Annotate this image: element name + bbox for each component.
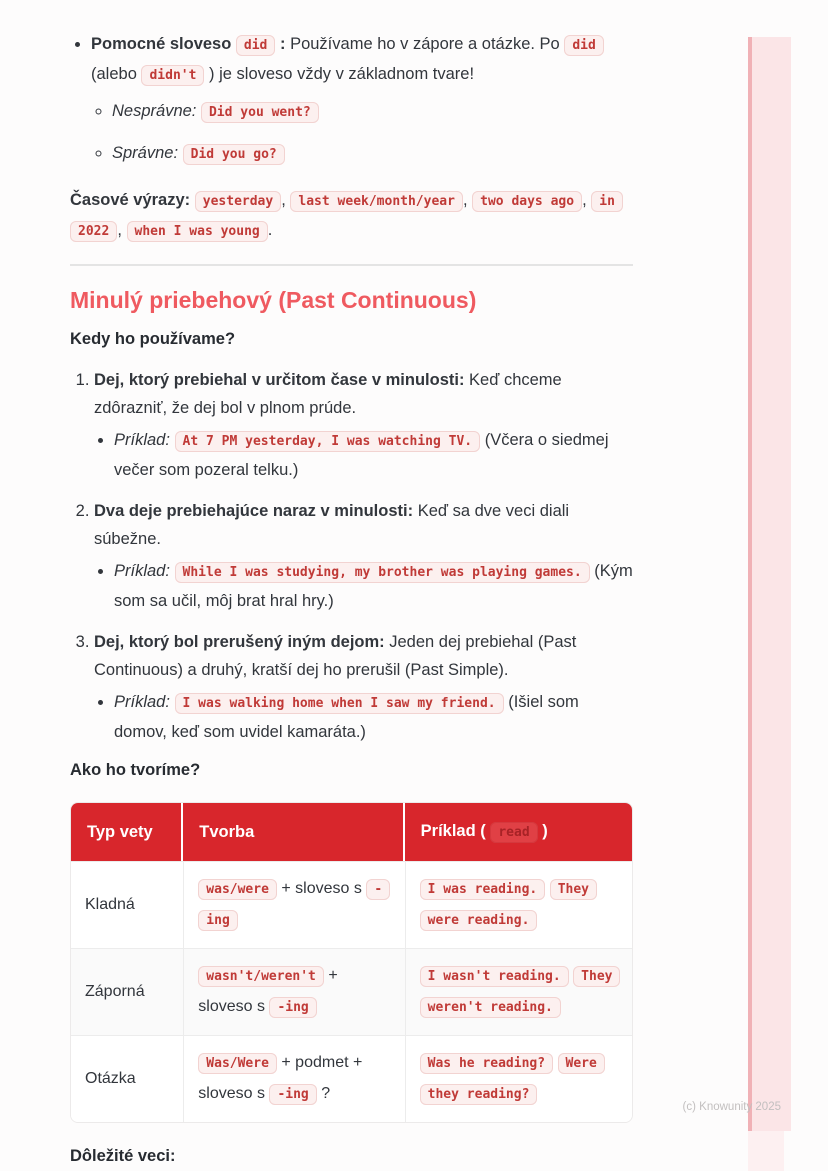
cell-example: [405, 861, 632, 948]
aux-verb-sublist: [91, 96, 633, 170]
code-chip-right: Did you go?: [183, 144, 285, 165]
form-text: + sloveso s: [281, 880, 362, 897]
pink-highlight-stripe: [748, 37, 791, 1131]
header-cell-type: Typ vety: [71, 803, 183, 861]
code-chip-example-b: They weren't reading.: [420, 966, 621, 1018]
table-row-negative: [71, 948, 632, 1035]
code-chip-example-a: I was reading.: [420, 879, 546, 900]
cell-form: [183, 861, 404, 948]
code-chip-ing: -ing: [269, 997, 316, 1018]
header-example-suffix: ): [542, 822, 548, 840]
header-cell-example: [405, 803, 632, 861]
code-chip-read: read: [490, 822, 537, 843]
cell-example: [405, 1035, 632, 1122]
example-translation: (Včera o siedmej večer som pozeral telku.): [114, 431, 609, 479]
code-chip-example-b: They were reading.: [420, 879, 597, 931]
code-chip-did: did: [236, 35, 275, 56]
form-text: + sloveso s: [198, 967, 338, 1015]
aux-verb-item: [91, 30, 633, 170]
cell-form: [183, 1035, 404, 1122]
right-example-item: [112, 138, 633, 170]
aux-verb-text: Používame ho v zápore a otázke. Po: [290, 35, 560, 53]
separator: ,: [462, 191, 468, 209]
example-item: [114, 426, 633, 485]
cell-form: [183, 948, 404, 1035]
code-chip-example-2: While I was studying, my brother was playing games.: [175, 562, 590, 583]
cell-type: Otázka: [71, 1035, 183, 1122]
code-chip-yesterday: yesterday: [195, 191, 281, 212]
cell-type: Záporná: [71, 948, 183, 1035]
formation-table-wrapper: [70, 802, 633, 1123]
separator: .: [267, 221, 273, 239]
usage-item-3: [94, 628, 633, 747]
usage-item-3-bold: Dej, ktorý bol prerušený iným dejom:: [94, 633, 385, 651]
code-chip-didnt: didn't: [141, 65, 204, 86]
usage-item-3-examples: [94, 688, 633, 747]
separator: ,: [117, 221, 122, 239]
time-expressions: [70, 186, 633, 246]
usage-item-1-text: Keď chceme zdôrazniť, že dej bol v plnom prúde.: [94, 371, 562, 417]
usage-item-2-bold: Dva deje prebiehajúce naraz v minulosti:: [94, 502, 414, 520]
watermark: (c) Knowunity 2025: [682, 1101, 781, 1113]
code-chip-ing: -ing: [269, 1084, 316, 1105]
example-label: Príklad:: [114, 562, 170, 580]
usage-item-3-text: Jeden dej prebiehal (Past Continuous) a druhý, kratší dej ho prerušil (Past Simple).: [94, 633, 577, 679]
wrong-example-item: [112, 96, 633, 128]
document-content: [70, 30, 633, 1166]
time-expressions-label: Časové výrazy:: [70, 191, 191, 209]
usage-item-2-text: Keď sa dve veci diali súbežne.: [94, 502, 570, 548]
code-chip-example-a: I wasn't reading.: [420, 966, 569, 987]
code-chip-example-b: Were they reading?: [420, 1053, 605, 1105]
example-item: [114, 688, 633, 747]
code-chip-did-2: did: [564, 35, 603, 56]
table-header: [71, 803, 632, 861]
usage-item-1-examples: [94, 426, 633, 485]
example-translation: (Kým som sa učil, môj brat hral hry.): [114, 562, 633, 610]
aux-verb-alebo: (alebo: [91, 65, 137, 83]
section-title: Minulý priebehový (Past Continuous): [70, 287, 477, 313]
cell-example: [405, 948, 632, 1035]
header-example-prefix: Príklad (: [420, 822, 486, 840]
separator: ,: [582, 191, 587, 209]
usage-item-1: [94, 366, 633, 485]
table-row-affirmative: [71, 861, 632, 948]
cell-type: Kladná: [71, 861, 183, 948]
code-chip-example-3: I was walking home when I saw my friend.: [175, 693, 504, 714]
code-chip-ing: -ing: [198, 879, 390, 931]
aux-verb-list: [70, 30, 633, 170]
usage-item-2: [94, 497, 633, 616]
table-row-question: [71, 1035, 632, 1122]
section-divider: [70, 264, 633, 266]
usage-item-1-bold: Dej, ktorý prebiehal v určitom čase v minulosti:: [94, 371, 465, 389]
important-heading: Dôležité veci:: [70, 1147, 176, 1165]
separator: ,: [281, 191, 286, 209]
aux-verb-colon: :: [279, 35, 286, 53]
example-label: Príklad:: [114, 693, 170, 711]
usage-item-2-examples: [94, 557, 633, 616]
form-heading: Ako ho tvoríme?: [70, 761, 201, 779]
wrong-label: Nesprávne:: [112, 102, 197, 120]
code-chip-example-a: Was he reading?: [420, 1053, 553, 1074]
code-chip-in-2022: in 2022: [70, 191, 623, 242]
aux-verb-lead: Pomocné sloveso: [91, 35, 232, 53]
code-chip-form: was/were: [198, 879, 277, 900]
pink-highlight-stripe-tail: [748, 1131, 784, 1171]
example-label: Príklad:: [114, 431, 170, 449]
aux-verb-rest: ) je sloveso vždy v základnom tvare!: [209, 65, 475, 83]
usage-list: [70, 366, 633, 747]
example-translation: (Išiel som domov, keď som uvidel kamaráta.): [114, 693, 579, 741]
code-chip-form: wasn't/weren't: [198, 966, 324, 987]
code-chip-wrong: Did you went?: [201, 102, 319, 123]
formation-table: [71, 803, 632, 1122]
form-suffix: ?: [321, 1085, 331, 1102]
example-item: [114, 557, 633, 616]
usage-heading: Kedy ho používame?: [70, 330, 236, 348]
code-chip-example-1: At 7 PM yesterday, I was watching TV.: [175, 431, 481, 452]
form-text: + podmet + sloveso s: [198, 1054, 363, 1102]
code-chip-two-days-ago: two days ago: [472, 191, 582, 212]
code-chip-when-young: when I was young: [127, 221, 268, 242]
code-chip-form: Was/Were: [198, 1053, 277, 1074]
code-chip-last-week: last week/month/year: [290, 191, 463, 212]
header-cell-form: Tvorba: [183, 803, 404, 861]
right-label: Správne:: [112, 144, 179, 162]
